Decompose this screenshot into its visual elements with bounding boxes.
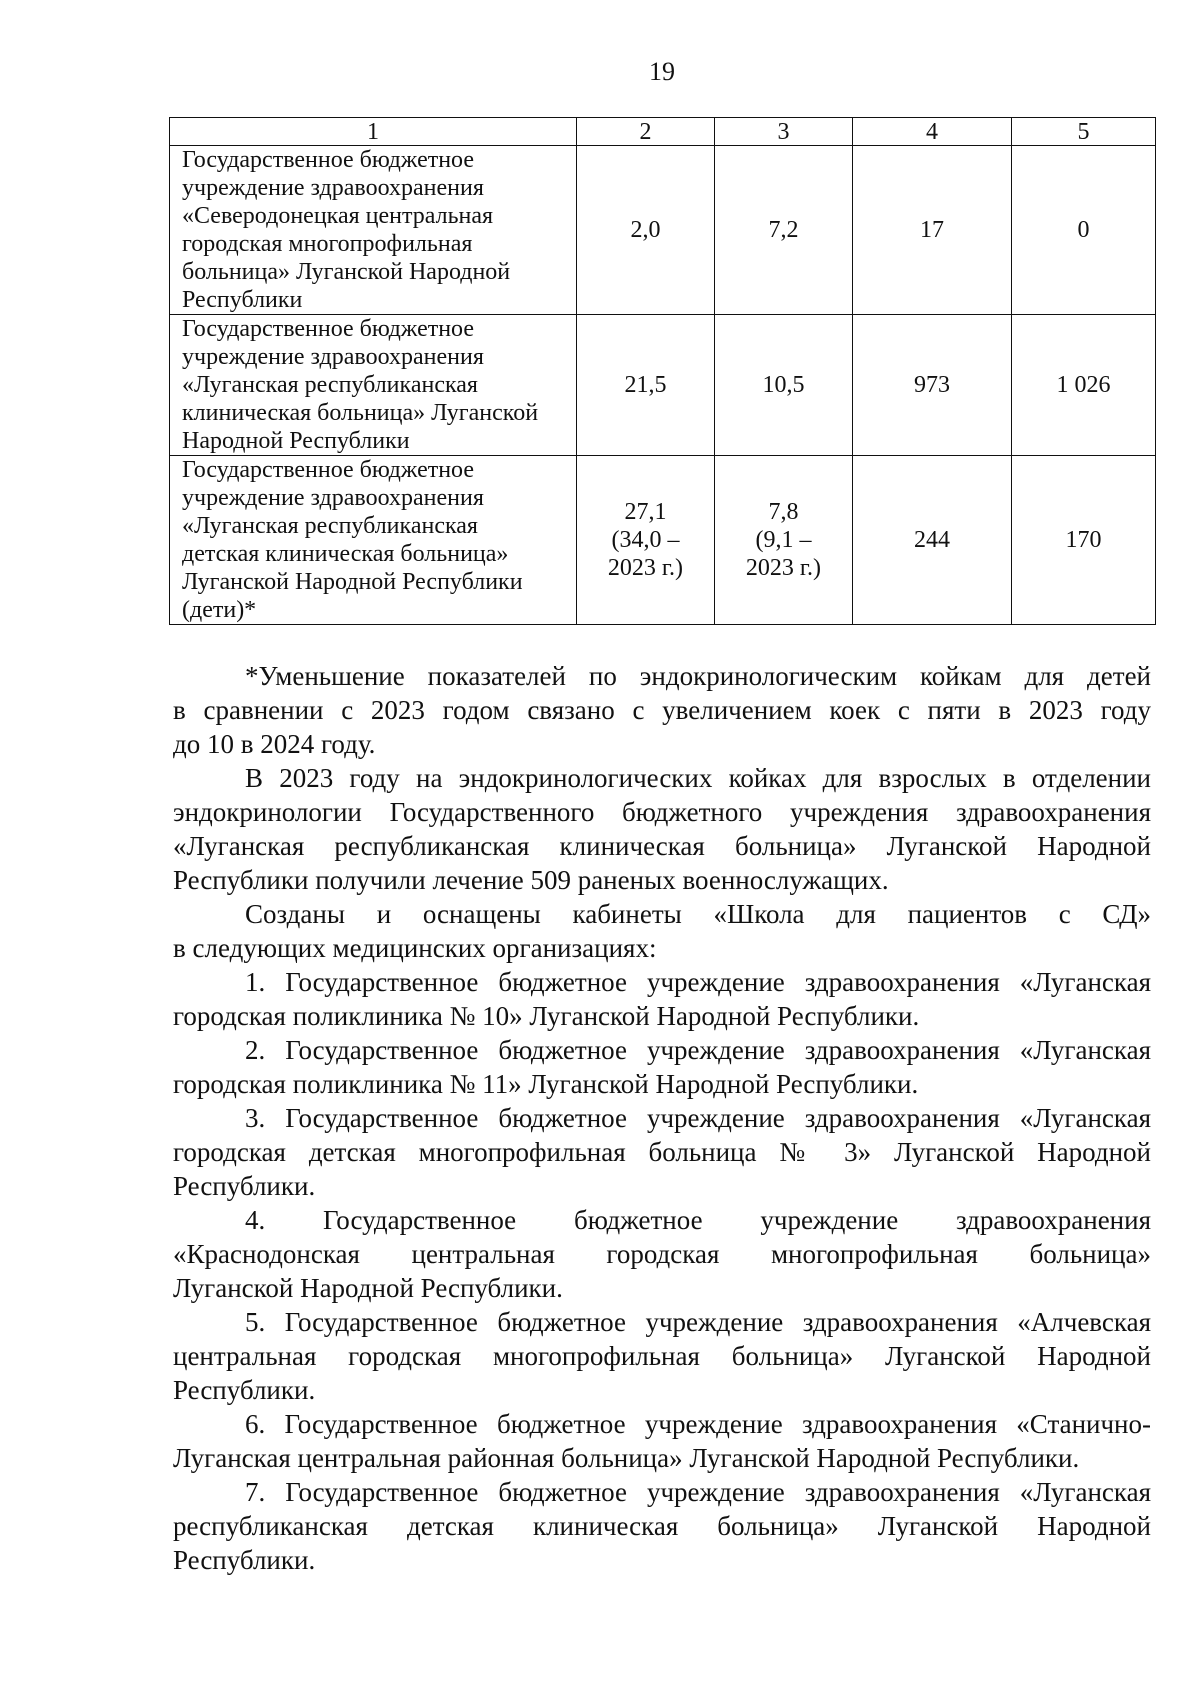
institution-name-line: «Северодонецкая центральная [182,203,494,229]
institution-name-line: детская клиническая больница» [182,541,509,567]
text-line: 6. Государственное бюджетное учреждение здравоохранения «Станично- [245,1409,1151,1439]
table-header-row [170,118,1156,146]
institution-name-line: больница» Луганской Народной [182,259,511,285]
list-item [173,1407,1151,1475]
text-line: 3. Государственное бюджетное учреждение здравоохранения «Луганская [245,1103,1151,1133]
text-line: 1. Государственное бюджетное учреждение здравоохранения «Луганская [245,967,1151,997]
column-number-1: 1 [170,118,577,146]
text-line: в следующих медицинских организациях: [173,933,657,963]
column-2-cell [577,456,715,625]
column-4-value: 973 [914,372,950,398]
list-item [173,1101,1151,1203]
column-2-value: 2023 г.) [607,555,684,581]
text-line: 2. Государственное бюджетное учреждение здравоохранения «Луганская [245,1035,1151,1065]
institution-name-line: (дети)* [182,597,257,623]
column-2-cell [577,315,715,456]
column-2-value: (34,0 – [611,527,680,553]
indicators-table [169,117,1156,625]
column-number-5: 5 [1012,118,1156,146]
institution-name-line: «Луганская республиканская [182,513,478,539]
column-number-4: 4 [853,118,1012,146]
page-number: 19 [649,57,675,86]
column-5-value: 170 [1065,527,1102,553]
column-number-2: 2 [577,118,715,146]
text-line: 7. Государственное бюджетное учреждение здравоохранения «Луганская [245,1477,1151,1507]
text-line: до 10 в 2024 году. [173,729,376,759]
column-4-cell [853,146,1012,315]
footnote-paragraph [173,659,1151,761]
column-3-cell [715,456,853,625]
column-3-value: 7,2 [768,217,799,243]
institution-name-line: Республики [182,287,303,313]
column-4-value: 244 [914,527,950,553]
text-line: *Уменьшение показателей по эндокринологическим койкам для детей [245,661,1151,691]
text-line: Республики. [173,1171,316,1201]
text-line: Луганской Народной Республики. [173,1273,563,1303]
institution-name-line: Луганской Народной Республики [182,569,523,595]
text-line: «Краснодонская центральная городская многопрофильная больница» [173,1239,1151,1269]
text-line: 4. Государственное бюджетное учреждение здравоохранения [245,1205,1151,1235]
text-line: 5. Государственное бюджетное учреждение здравоохранения «Алчевская [245,1307,1151,1337]
text-line: городская детская многопрофильная больница № 3» Луганской Народной [173,1137,1151,1167]
column-4-cell [853,456,1012,625]
column-2-value: 27,1 [624,499,667,525]
text-line: эндокринологии Государственного бюджетного учреждения здравоохранения [173,797,1151,827]
text-line: Республики. [173,1545,316,1575]
table-row [170,315,1156,456]
column-2-value: 21,5 [624,372,667,398]
text-line: в сравнении с 2023 годом связано с увеличением коек с пяти в 2023 году [173,695,1151,725]
text-line: центральная городская многопрофильная больница» Луганской Народной [173,1341,1151,1371]
column-3-value: 10,5 [762,372,805,398]
institution-name-line: учреждение здравоохранения [182,485,484,511]
institution-name-cell [170,456,577,625]
column-5-value: 0 [1077,217,1090,243]
text-line: Республики получили лечение 509 раненых военнослужащих. [173,865,889,895]
table-row [170,146,1156,315]
institution-name-line: Государственное бюджетное [182,457,474,483]
institution-name-line: Государственное бюджетное [182,147,474,173]
list-item [173,1033,1151,1101]
body-text [173,659,1151,1577]
paragraph [173,897,1151,965]
column-2-cell [577,146,715,315]
text-line: городская поликлиника № 11» Луганской Народной Республики. [173,1069,919,1099]
column-3-value: 2023 г.) [745,555,822,581]
column-4-cell [853,315,1012,456]
column-5-value: 1 026 [1056,372,1111,398]
column-3-value: (9,1 – [755,527,812,553]
text-line: «Луганская республиканская клиническая больница» Луганской Народной [173,831,1151,861]
text-line: В 2023 году на эндокринологических койках для взрослых в отделении [245,763,1151,793]
column-number-3: 3 [715,118,853,146]
text-line: республиканская детская клиническая больница» Луганской Народной [173,1511,1151,1541]
institution-name-cell [170,315,577,456]
list-item [173,1305,1151,1407]
list-item [173,1475,1151,1577]
column-5-cell [1012,456,1156,625]
text-line: Республики. [173,1375,316,1405]
text-line: городская поликлиника № 10» Луганской Народной Республики. [173,1001,920,1031]
text-line: Луганская центральная районная больница» Луганской Народной Республики. [173,1443,1080,1473]
institution-name-line: Государственное бюджетное [182,316,474,342]
institution-name-line: Народной Республики [182,428,410,454]
column-3-cell [715,146,853,315]
table-row [170,456,1156,625]
list-item [173,965,1151,1033]
column-3-value: 7,8 [768,499,799,525]
column-5-cell [1012,146,1156,315]
text-line: Созданы и оснащены кабинеты «Школа для пациентов с СД» [245,899,1151,929]
institution-name-line: учреждение здравоохранения [182,175,484,201]
institution-name-line: учреждение здравоохранения [182,344,484,370]
column-2-value: 2,0 [630,217,661,243]
institution-name-line: клиническая больница» Луганской [182,400,539,426]
column-5-cell [1012,315,1156,456]
institution-name-line: «Луганская республиканская [182,372,478,398]
list-item [173,1203,1151,1305]
column-4-value: 17 [920,217,944,243]
column-3-cell [715,315,853,456]
paragraph [173,761,1151,897]
institution-name-line: городская многопрофильная [182,231,473,257]
institution-name-cell [170,146,577,315]
